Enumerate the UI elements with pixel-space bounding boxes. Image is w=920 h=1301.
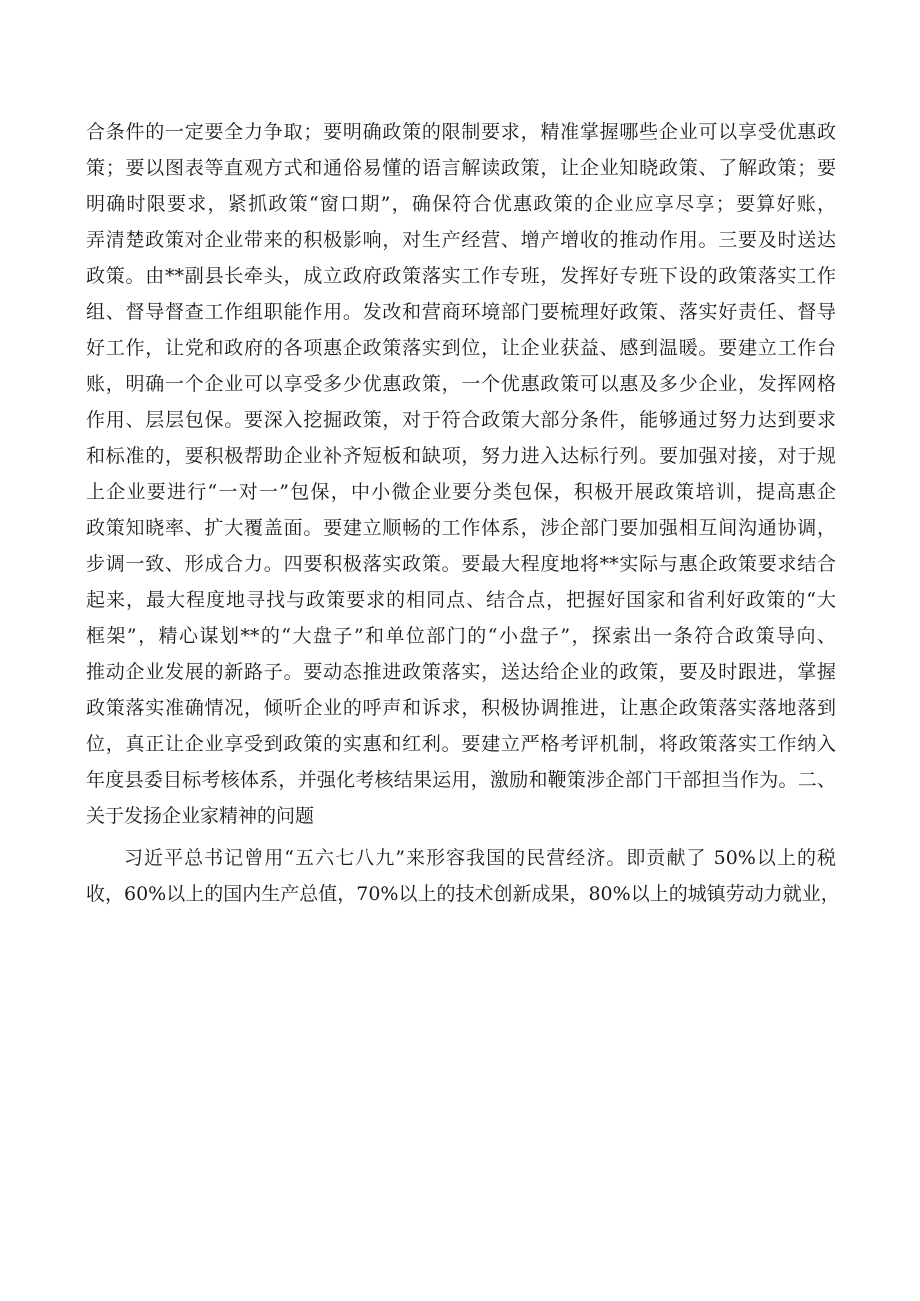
text-line: 好工作，让党和政府的各项惠企政策落实到位，让企业获益、感到温暖。要建立工作台 [86, 337, 836, 359]
text-line: 明确时限要求，紧抓政策“窗口期”，确保符合优惠政策的企业应享尽享；要算好账， [86, 193, 836, 215]
section-heading-line: 关于发扬企业家精神的问题 [86, 805, 315, 827]
paragraph-first-line: 习近平总书记曾用“五六七八九”来形容我国的民营经济。即贡献了 50%以上的税 [124, 847, 836, 869]
text-line: 组、督导督查工作组职能作用。发改和营商环境部门要梳理好政策、落实好责任、督导 [86, 301, 836, 323]
text-line: 年度县委目标考核体系，并强化考核结果运用，激励和鞭策涉企部门干部担当作为。二、 [86, 769, 836, 791]
text-line: 上企业要进行“一对一”包保，中小微企业要分类包保，积极开展政策培训，提高惠企 [86, 481, 836, 503]
text-line: 作用、层层包保。要深入挖掘政策，对于符合政策大部分条件，能够通过努力达到要求 [86, 409, 836, 431]
text-line: 政策。由**副县长牵头，成立政府政策落实工作专班，发挥好专班下设的政策落实工作 [86, 265, 836, 287]
text-line: 推动企业发展的新路子。要动态推进政策落实，送达给企业的政策，要及时跟进，掌握 [86, 661, 836, 683]
text-line: 政策知晓率、扩大覆盖面。要建立顺畅的工作体系，涉企部门要加强相互间沟通协调， [86, 517, 836, 539]
text-line: 收，60%以上的国内生产总值，70%以上的技术创新成果，80%以上的城镇劳动力就业， [86, 883, 840, 905]
document-body [86, 114, 840, 912]
text-line: 位，真正让企业享受到政策的实惠和红利。要建立严格考评机制，将政策落实工作纳入 [86, 733, 836, 755]
text-line: 政策落实准确情况，倾听企业的呼声和诉求，积极协调推进，让惠企政策落实落地落到 [86, 697, 836, 719]
text-line: 步调一致、形成合力。四要积极落实政策。要最大程度地将**实际与惠企政策要求结合 [86, 553, 836, 575]
text-line: 和标准的，要积极帮助企业补齐短板和缺项，努力进入达标行列。要加强对接，对于规 [86, 445, 836, 467]
text-line: 起来，最大程度地寻找与政策要求的相同点、结合点，把握好国家和省利好政策的“大 [86, 589, 836, 611]
text-line: 合条件的一定要全力争取；要明确政策的限制要求，精准掌握哪些企业可以享受优惠政 [86, 121, 836, 143]
text-line: 账，明确一个企业可以享受多少优惠政策，一个优惠政策可以惠及多少企业，发挥网格 [86, 373, 836, 395]
text-line: 框架”，精心谋划**的“大盘子”和单位部门的“小盘子”，探索出一条符合政策导向、 [86, 625, 836, 647]
text-line: 策；要以图表等直观方式和通俗易懂的语言解读政策，让企业知晓政策、了解政策；要 [86, 157, 836, 179]
text-line: 弄清楚政策对企业带来的积极影响，对生产经营、增产增收的推动作用。三要及时送达 [86, 229, 836, 251]
